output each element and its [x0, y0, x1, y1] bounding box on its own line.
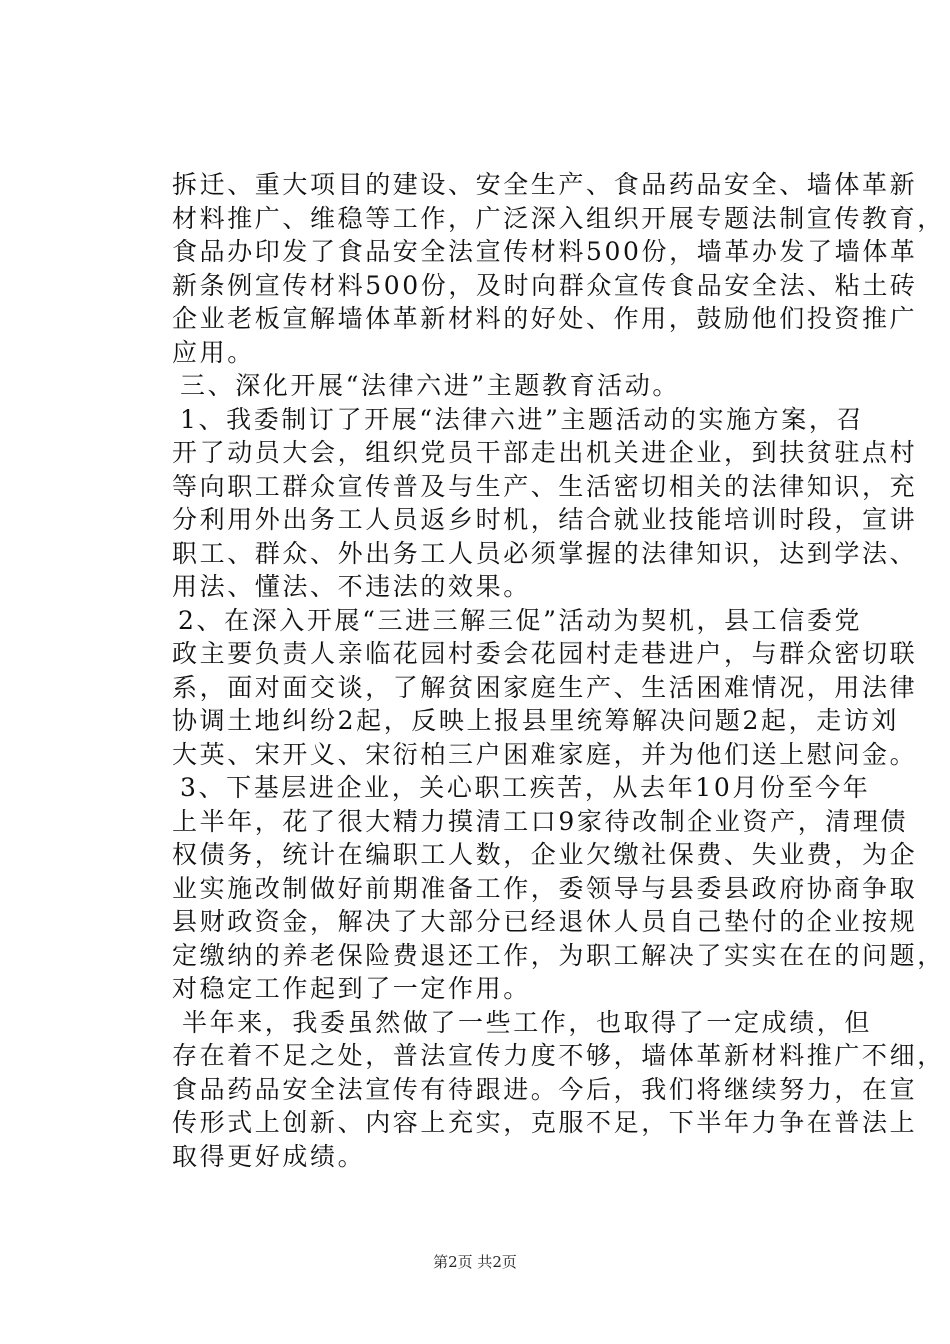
- text-line: 权债务，统计在编职工人数，企业欠缴社保费、失业费，为企: [172, 840, 918, 869]
- text-line: 用法、懂法、不违法的效果。: [172, 572, 531, 601]
- text-line: 业实施改制做好前期准备工作，委领导与县委县政府协商争取: [172, 873, 918, 903]
- text-line: 企业老板宣解墙体革新材料的好处、作用，鼓励他们投资推广: [172, 304, 918, 333]
- text-line: 新条例宣传材料500份，及时向群众宣传食品安全法、粘土砖: [172, 270, 918, 300]
- text-line: 传形式上创新、内容上充实，克服不足，下半年力争在普法上: [172, 1108, 918, 1137]
- section-heading: 三、深化开展“法律六进”主题教育活动。: [180, 371, 680, 400]
- text-line: 3、下基层进企业，关心职工疾苦，从去年10月份至今年: [180, 773, 871, 802]
- text-line: 上半年，花了很大精力摸清工口9家待改制企业资产，清理债: [172, 806, 909, 836]
- text-line: 分利用外出务工人员返乡时机，结合就业技能培训时段，宣讲: [172, 505, 918, 534]
- text-line: 县财政资金，解决了大部分已经退休人员自己垫付的企业按规: [172, 907, 918, 936]
- text-line: 政主要负责人亲临花园村委会花园村走巷进户，与群众密切联: [172, 639, 918, 668]
- text-line: 拆迁、重大项目的建设、安全生产、食品药品安全、墙体革新: [172, 170, 918, 199]
- text-line: 定缴纳的养老保险费退还工作，为职工解决了实实在在的问题，: [172, 940, 945, 970]
- text-line: 半年来，我委虽然做了一些工作，也取得了一定成绩，但: [182, 1007, 873, 1037]
- text-line: 协调土地纠纷2起，反映上报县里统筹解决问题2起，走访刘: [172, 706, 900, 735]
- text-line: 食品办印发了食品安全法宣传材料500份，墙革办发了墙体革: [172, 237, 918, 266]
- page-number-label: 第2页 共2页: [433, 1253, 517, 1271]
- text-line: 取得更好成绩。: [172, 1141, 366, 1171]
- text-line: 大英、宋开义、宋衍柏三户困难家庭，并为他们送上慰问金。: [172, 739, 918, 769]
- text-line: 职工、群众、外出务工人员必须掌握的法律知识，达到学法、: [172, 538, 918, 568]
- text-line: 等向职工群众宣传普及与生产、生活密切相关的法律知识，充: [172, 471, 918, 501]
- text-line: 应用。: [172, 337, 255, 367]
- text-line: 2、在深入开展“三进三解三促”活动为契机，县工信委党: [178, 605, 863, 635]
- document-body: [172, 168, 945, 1173]
- text-line: 系，面对面交谈，了解贫困家庭生产、生活困难情况，用法律: [172, 672, 918, 702]
- text-line: 材料推广、维稳等工作，广泛深入组织开展专题法制宣传教育，: [172, 203, 945, 233]
- text-line: 食品药品安全法宣传有待跟进。今后，我们将继续努力，在宣: [172, 1074, 918, 1104]
- text-line: 开了动员大会，组织党员干部走出机关进企业，到扶贫驻点村: [172, 438, 918, 467]
- page-footer: [0, 1252, 950, 1272]
- text-line: 存在着不足之处，普法宣传力度不够，墙体革新材料推广不细，: [172, 1041, 945, 1070]
- text-line: 对稳定工作起到了一定作用。: [172, 974, 531, 1003]
- text-line: 1、我委制订了开展“法律六进”主题活动的实施方案，召: [180, 404, 865, 434]
